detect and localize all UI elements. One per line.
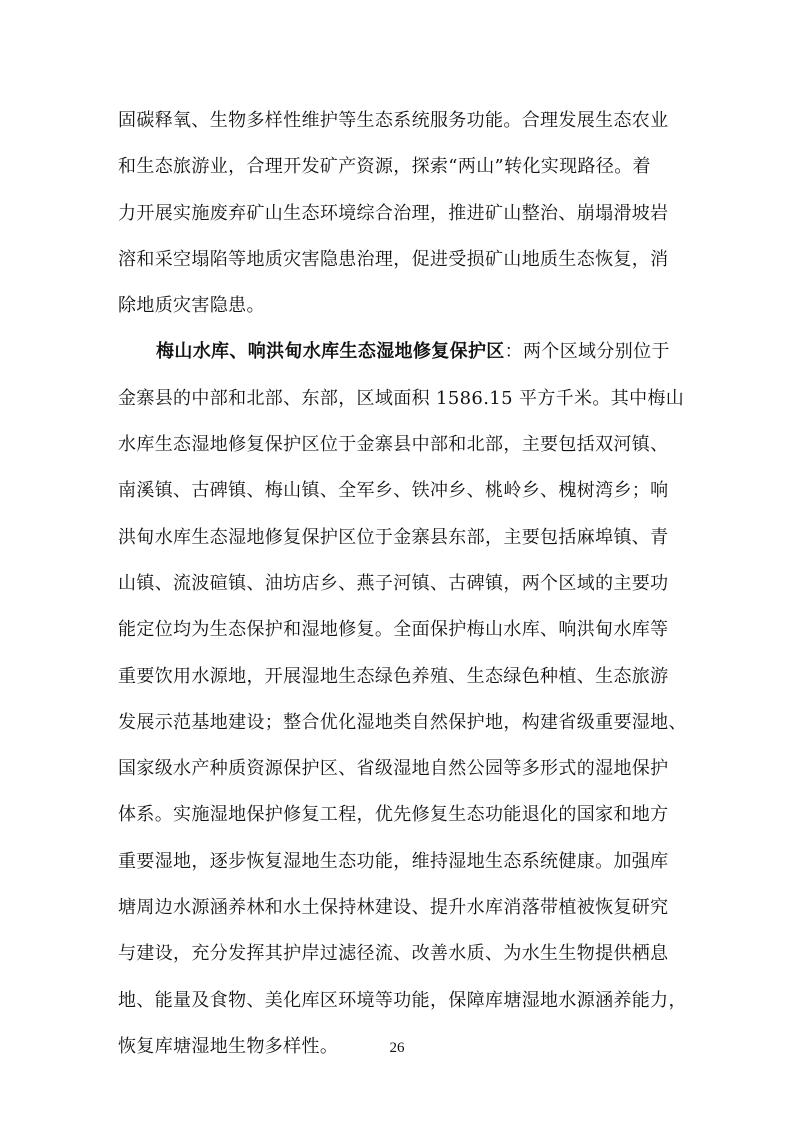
paragraph-1-line-3: 力开展实施废弃矿山生态环境综合治理，推进矿山整治、崩塌滑坡岩 (118, 202, 669, 224)
body-text (118, 98, 687, 1070)
paragraph-1-line-5: 除地质灾害隐患。 (118, 295, 265, 317)
paragraph-2-line-2: 金寨县的中部和北部、东部，区域面积 1586.15 平方千米。其中梅山 (118, 387, 685, 409)
paragraph-2-line-8: 重要饮用水源地，开展湿地生态绿色养殖、生态绿色种植、生态旅游 (118, 665, 669, 687)
paragraph-1-line-2: 和生态旅游业，合理开发矿产资源，探索“两山”转化实现路径。着 (118, 156, 651, 178)
paragraph-2-line-16: 恢复库塘湿地生物多样性。 (118, 1035, 339, 1057)
paragraph-2-line-13: 塘周边水源涵养林和水土保持林建设、提升水库消落带植被恢复研究 (118, 897, 669, 919)
paragraph-2-line-3: 水库生态湿地修复保护区位于金寨县中部和北部，主要包括双河镇、 (118, 434, 669, 456)
paragraph-2-line-1 (118, 329, 678, 375)
section-heading: 梅山水库、响洪甸水库生态湿地修复保护区 (156, 341, 505, 363)
paragraph-2-line-15: 地、能量及食物、美化库区环境等功能，保障库塘湿地水源涵养能力， (118, 989, 687, 1011)
paragraph-2-line-5: 洪甸水库生态湿地修复保护区位于金寨县东部，主要包括麻埠镇、青 (118, 526, 669, 548)
paragraph-2-line-14: 与建设，充分发挥其护岸过滤径流、改善水质、为水生生物提供栖息 (118, 943, 669, 965)
paragraph-2-line-10: 国家级水产种质资源保护区、省级湿地自然公园等多形式的湿地保护 (118, 758, 669, 780)
paragraph-1-line-4: 溶和采空塌陷等地质灾害隐患治理，促进受损矿山地质生态恢复，消 (118, 248, 669, 270)
paragraph-2-line-6: 山镇、流波碹镇、油坊店乡、燕子河镇、古碑镇，两个区域的主要功 (118, 572, 669, 594)
paragraph-1-line-1: 固碳释氧、生物多样性维护等生态系统服务功能。合理发展生态农业 (118, 110, 669, 131)
paragraph-2-line-7: 能定位均为生态保护和湿地修复。全面保护梅山水库、响洪甸水库等 (118, 619, 669, 641)
page-number: 26 (389, 1040, 405, 1056)
section-heading-rest: ：两个区域分别位于 (504, 341, 670, 363)
paragraph-2-line-12: 重要湿地，逐步恢复湿地生态功能，维持湿地生态系统健康。加强库 (118, 850, 669, 872)
paragraph-2-line-9: 发展示范基地建设；整合优化湿地类自然保护地，构建省级重要湿地、 (118, 711, 687, 733)
paragraph-2-line-11: 体系。实施湿地保护修复工程，优先修复生态功能退化的国家和地方 (118, 804, 669, 826)
paragraph-2-line-4: 南溪镇、古碑镇、梅山镇、全军乡、铁冲乡、桃岭乡、槐树湾乡；响 (118, 480, 669, 502)
